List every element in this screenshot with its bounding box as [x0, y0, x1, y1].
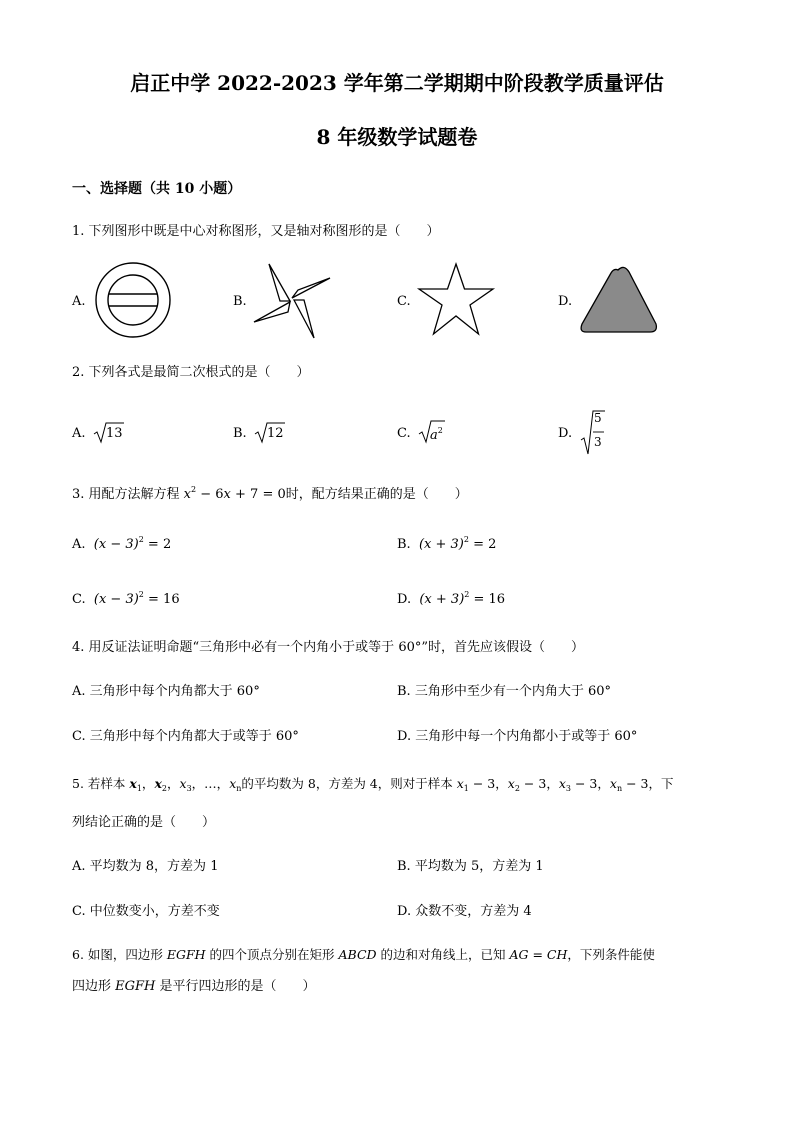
q1-option-a-label: A. [72, 294, 86, 309]
question-2-text: 2. 下列各式是最简二次根式的是（ ） [72, 365, 310, 380]
q2-option-a-label: A. [72, 426, 86, 441]
q5-option-b: B. 平均数为 5，方差为 1 [397, 859, 544, 874]
q2-option-c-radicand: $a^2$ [430, 426, 443, 443]
question-1-text: 1. 下列图形中既是中心对称图形，又是轴对称图形的是（ ） [72, 224, 440, 239]
q4-option-d: D. 三角形中每一个内角都小于或等于 60° [397, 729, 638, 744]
section-heading: 一、选择题（共 10 小题） [72, 181, 242, 197]
q1-option-c-figure [418, 262, 498, 340]
rounded-triangle [581, 267, 656, 332]
q3-option-c: C. $(x - 3)^2 = 16$ [72, 590, 180, 607]
q1-option-a-figure [92, 262, 178, 340]
q3-option-a: A. $(x - 3)^2 = 2$ [72, 535, 172, 552]
q2-option-b-radicand: 12 [267, 426, 284, 441]
q1-option-c-label: C. [397, 294, 411, 309]
question-4-text: 4. 用反证法证明命题“三角形中必有一个内角小于或等于 60°”时，首先应该假设（ ） [72, 640, 585, 655]
inner-circle [108, 275, 158, 325]
question-6-text: 6. 如图，四边形 EGFH 的四个顶点分别在矩形 ABCD 的边和对角线上，已知 AG = CH，下列条件能使 [72, 947, 655, 962]
q2-option-d-denominator: 3 [594, 435, 602, 449]
question-5-text: 5. 若样本 $x_1$，$x_2$，$x_3$，…，$x_n$的平均数为 8，方差为 4，则对于样本 $x_1 - 3$，$x_2 - 3$，$x_3 - 3$，$x_n - 3$，下 [72, 776, 674, 793]
q3-option-b: B. $(x + 3)^2 = 2$ [397, 535, 497, 552]
q1-option-b-label: B. [233, 294, 247, 309]
outer-circle [96, 263, 170, 337]
question-5-text-line2: 列结论正确的是（ ） [72, 815, 216, 830]
q2-option-d-label: D. [558, 426, 573, 441]
exam-subtitle: 8 年级数学试题卷 [316, 125, 478, 149]
q1-option-d-label: D. [558, 294, 573, 309]
q2-option-d-radical-sign [580, 410, 606, 456]
q1-option-b-figure [252, 262, 334, 340]
q5-option-c: C. 中位数变小，方差不变 [72, 904, 220, 919]
q2-option-c-label: C. [397, 426, 411, 441]
q2-option-a-radicand: 13 [106, 426, 123, 441]
q3-option-d: D. $(x + 3)^2 = 16$ [397, 590, 506, 607]
q2-option-d-numerator: 5 [594, 411, 602, 425]
q4-option-a: A. 三角形中每个内角都大于 60° [72, 684, 260, 699]
exam-title: 启正中学 2022-2023 学年第二学期期中阶段教学质量评估 [130, 71, 664, 95]
q4-option-c: C. 三角形中每个内角都大于或等于 60° [72, 729, 299, 744]
pinwheel-blade-left [254, 302, 290, 322]
five-point-star [419, 264, 493, 334]
pinwheel-blade-bottom [294, 300, 314, 338]
pinwheel-blade-top [269, 264, 290, 301]
pinwheel-blade-right [292, 278, 330, 298]
q1-option-d-figure [578, 266, 662, 336]
q4-option-b: B. 三角形中至少有一个内角大于 60° [397, 684, 611, 699]
question-3-text: 3. 用配方法解方程 $x^2 - 6x + 7 = 0$时，配方结果正确的是（ ） [72, 485, 468, 502]
q5-option-a: A. 平均数为 8，方差为 1 [72, 859, 219, 874]
question-6-text-line2: 四边形 EGFH 是平行四边形的是（ ） [72, 979, 316, 994]
q2-option-b-label: B. [233, 426, 247, 441]
q5-option-d: D. 众数不变，方差为 4 [397, 904, 532, 919]
